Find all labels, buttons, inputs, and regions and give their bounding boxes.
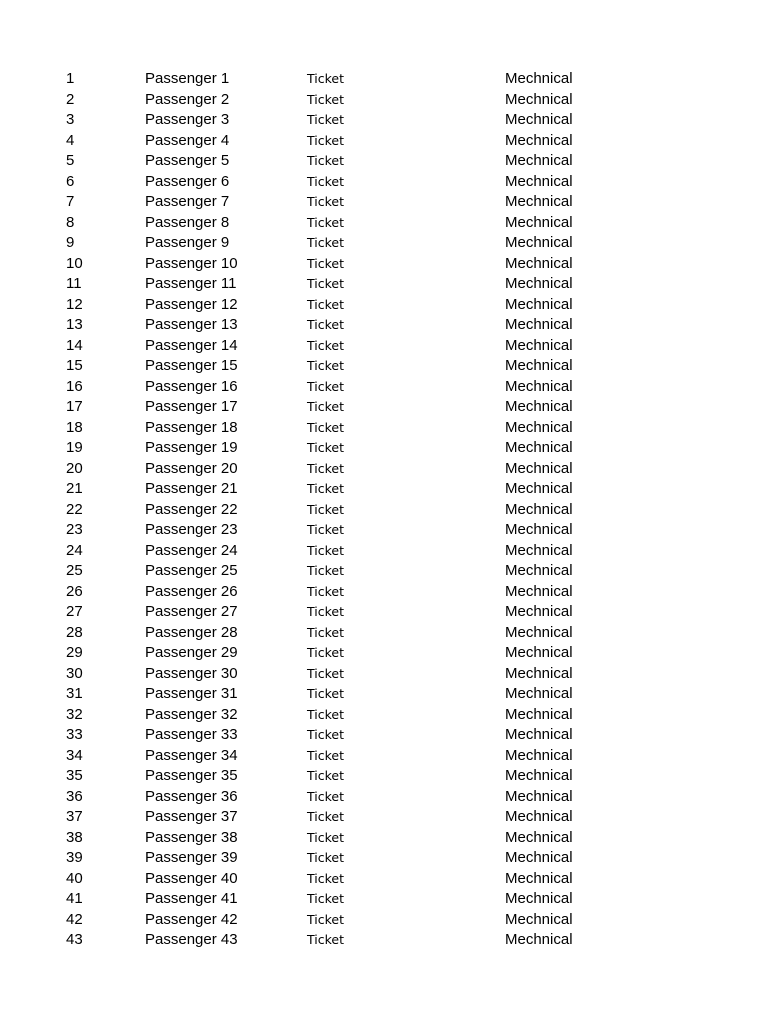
row-number-cell: 24 bbox=[66, 541, 83, 559]
passenger-name-cell: Passenger 38 bbox=[145, 828, 238, 846]
row-number-cell: 25 bbox=[66, 562, 83, 579]
passenger-name-cell: Passenger 2 bbox=[145, 90, 230, 108]
passenger-name-cell: Passenger 11 bbox=[145, 275, 237, 292]
row-number-cell: 41 bbox=[66, 890, 83, 907]
row-number-cell: 17 bbox=[66, 398, 83, 415]
table-row bbox=[0, 664, 768, 685]
passenger-name-cell: Passenger 30 bbox=[145, 664, 238, 682]
row-number-cell: 36 bbox=[66, 787, 83, 805]
category-cell: Mechnical bbox=[505, 172, 573, 190]
category-cell: Mechnical bbox=[505, 275, 573, 292]
category-cell: Mechnical bbox=[505, 869, 573, 887]
table-row bbox=[0, 910, 768, 931]
row-number-cell: 8 bbox=[66, 213, 75, 231]
table-row bbox=[0, 172, 768, 193]
type-cell: Ticket bbox=[307, 891, 344, 906]
type-cell: Ticket bbox=[307, 214, 344, 230]
row-number-cell: 42 bbox=[66, 910, 83, 928]
passenger-name-cell: Passenger 40 bbox=[145, 869, 238, 887]
table-row bbox=[0, 500, 768, 521]
row-number-cell: 19 bbox=[66, 439, 83, 456]
type-cell: Ticket bbox=[307, 358, 344, 373]
passenger-name-cell: Passenger 32 bbox=[145, 705, 238, 723]
passenger-name-cell: Passenger 23 bbox=[145, 521, 238, 538]
table-row bbox=[0, 602, 768, 623]
passenger-name-cell: Passenger 28 bbox=[145, 623, 238, 641]
type-cell: Ticket bbox=[307, 932, 344, 947]
row-number-cell: 27 bbox=[66, 603, 83, 620]
passenger-name-cell: Passenger 25 bbox=[145, 562, 238, 579]
type-cell: Ticket bbox=[307, 747, 344, 763]
category-cell: Mechnical bbox=[505, 357, 573, 374]
table-row bbox=[0, 151, 768, 172]
passenger-name-cell: Passenger 34 bbox=[145, 746, 238, 764]
passenger-name-cell: Passenger 3 bbox=[145, 111, 230, 128]
passenger-name-cell: Passenger 10 bbox=[145, 254, 238, 272]
passenger-name-cell: Passenger 33 bbox=[145, 726, 238, 743]
table-row bbox=[0, 90, 768, 111]
category-cell: Mechnical bbox=[505, 234, 573, 251]
row-number-cell: 13 bbox=[66, 316, 83, 333]
row-number-cell: 7 bbox=[66, 193, 75, 210]
table-row bbox=[0, 131, 768, 152]
row-number-cell: 23 bbox=[66, 521, 83, 538]
table-row bbox=[0, 582, 768, 603]
row-number-cell: 4 bbox=[66, 131, 75, 149]
category-cell: Mechnical bbox=[505, 562, 573, 579]
row-number-cell: 26 bbox=[66, 582, 83, 600]
table-row bbox=[0, 274, 768, 295]
type-cell: Ticket bbox=[307, 71, 344, 86]
row-number-cell: 32 bbox=[66, 705, 83, 723]
table-row bbox=[0, 766, 768, 787]
type-cell: Ticket bbox=[307, 563, 344, 578]
passenger-name-cell: Passenger 19 bbox=[145, 439, 238, 456]
table-row bbox=[0, 377, 768, 398]
table-row bbox=[0, 397, 768, 418]
passenger-name-cell: Passenger 9 bbox=[145, 234, 230, 251]
category-cell: Mechnical bbox=[505, 890, 573, 907]
type-cell: Ticket bbox=[307, 296, 344, 312]
passenger-name-cell: Passenger 39 bbox=[145, 849, 238, 866]
type-cell: Ticket bbox=[307, 706, 344, 722]
category-cell: Mechnical bbox=[505, 377, 573, 395]
table-row bbox=[0, 336, 768, 357]
table-row bbox=[0, 561, 768, 582]
table-row bbox=[0, 418, 768, 439]
row-number-cell: 18 bbox=[66, 418, 83, 436]
type-cell: Ticket bbox=[307, 399, 344, 414]
passenger-name-cell: Passenger 6 bbox=[145, 172, 230, 190]
category-cell: Mechnical bbox=[505, 193, 573, 210]
passenger-name-cell: Passenger 16 bbox=[145, 377, 238, 395]
row-number-cell: 5 bbox=[66, 152, 75, 169]
category-cell: Mechnical bbox=[505, 931, 573, 948]
category-cell: Mechnical bbox=[505, 603, 573, 620]
type-cell: Ticket bbox=[307, 788, 344, 804]
type-cell: Ticket bbox=[307, 665, 344, 681]
row-number-cell: 15 bbox=[66, 357, 83, 374]
passenger-name-cell: Passenger 13 bbox=[145, 316, 238, 333]
row-number-cell: 30 bbox=[66, 664, 83, 682]
type-cell: Ticket bbox=[307, 317, 344, 332]
row-number-cell: 39 bbox=[66, 849, 83, 866]
type-cell: Ticket bbox=[307, 378, 344, 394]
type-cell: Ticket bbox=[307, 645, 344, 660]
table-row bbox=[0, 705, 768, 726]
passenger-name-cell: Passenger 4 bbox=[145, 131, 230, 149]
table-row bbox=[0, 869, 768, 890]
type-cell: Ticket bbox=[307, 255, 344, 271]
row-number-cell: 22 bbox=[66, 500, 83, 518]
row-number-cell: 20 bbox=[66, 459, 83, 477]
row-number-cell: 38 bbox=[66, 828, 83, 846]
table-row bbox=[0, 725, 768, 746]
row-number-cell: 34 bbox=[66, 746, 83, 764]
category-cell: Mechnical bbox=[505, 828, 573, 846]
category-cell: Mechnical bbox=[505, 623, 573, 641]
table-row bbox=[0, 889, 768, 910]
passenger-name-cell: Passenger 15 bbox=[145, 357, 238, 374]
passenger-name-cell: Passenger 31 bbox=[145, 685, 238, 702]
table-row bbox=[0, 315, 768, 336]
row-number-cell: 28 bbox=[66, 623, 83, 641]
type-cell: Ticket bbox=[307, 132, 344, 148]
table-row bbox=[0, 459, 768, 480]
passenger-name-cell: Passenger 21 bbox=[145, 480, 238, 497]
passenger-name-cell: Passenger 24 bbox=[145, 541, 238, 559]
row-number-cell: 11 bbox=[66, 275, 82, 292]
category-cell: Mechnical bbox=[505, 726, 573, 743]
table-row bbox=[0, 623, 768, 644]
type-cell: Ticket bbox=[307, 911, 344, 927]
table-row bbox=[0, 930, 768, 951]
category-cell: Mechnical bbox=[505, 316, 573, 333]
passenger-name-cell: Passenger 36 bbox=[145, 787, 238, 805]
category-cell: Mechnical bbox=[505, 849, 573, 866]
table-row bbox=[0, 807, 768, 828]
passenger-table bbox=[0, 69, 768, 951]
table-row bbox=[0, 192, 768, 213]
category-cell: Mechnical bbox=[505, 808, 573, 825]
passenger-name-cell: Passenger 43 bbox=[145, 931, 238, 948]
type-cell: Ticket bbox=[307, 481, 344, 496]
table-row bbox=[0, 110, 768, 131]
category-cell: Mechnical bbox=[505, 541, 573, 559]
category-cell: Mechnical bbox=[505, 254, 573, 272]
type-cell: Ticket bbox=[307, 809, 344, 824]
passenger-name-cell: Passenger 18 bbox=[145, 418, 238, 436]
category-cell: Mechnical bbox=[505, 398, 573, 415]
table-row bbox=[0, 787, 768, 808]
type-cell: Ticket bbox=[307, 112, 344, 127]
table-row bbox=[0, 684, 768, 705]
table-row bbox=[0, 254, 768, 275]
row-number-cell: 43 bbox=[66, 931, 83, 948]
category-cell: Mechnical bbox=[505, 131, 573, 149]
passenger-name-cell: Passenger 8 bbox=[145, 213, 230, 231]
table-row bbox=[0, 828, 768, 849]
table-row bbox=[0, 746, 768, 767]
category-cell: Mechnical bbox=[505, 418, 573, 436]
row-number-cell: 33 bbox=[66, 726, 83, 743]
row-number-cell: 12 bbox=[66, 295, 83, 313]
category-cell: Mechnical bbox=[505, 500, 573, 518]
type-cell: Ticket bbox=[307, 583, 344, 599]
type-cell: Ticket bbox=[307, 194, 344, 209]
category-cell: Mechnical bbox=[505, 213, 573, 231]
category-cell: Mechnical bbox=[505, 480, 573, 497]
passenger-name-cell: Passenger 12 bbox=[145, 295, 238, 313]
category-cell: Mechnical bbox=[505, 685, 573, 702]
table-row bbox=[0, 520, 768, 541]
row-number-cell: 16 bbox=[66, 377, 83, 395]
category-cell: Mechnical bbox=[505, 459, 573, 477]
passenger-name-cell: Passenger 20 bbox=[145, 459, 238, 477]
row-number-cell: 35 bbox=[66, 767, 83, 784]
table-row bbox=[0, 848, 768, 869]
category-cell: Mechnical bbox=[505, 439, 573, 456]
category-cell: Mechnical bbox=[505, 521, 573, 538]
type-cell: Ticket bbox=[307, 276, 344, 291]
row-number-cell: 29 bbox=[66, 644, 83, 661]
category-cell: Mechnical bbox=[505, 90, 573, 108]
passenger-name-cell: Passenger 29 bbox=[145, 644, 238, 661]
type-cell: Ticket bbox=[307, 460, 344, 476]
table-row bbox=[0, 295, 768, 316]
passenger-name-cell: Passenger 7 bbox=[145, 193, 230, 210]
passenger-name-cell: Passenger 42 bbox=[145, 910, 238, 928]
passenger-name-cell: Passenger 27 bbox=[145, 603, 238, 620]
category-cell: Mechnical bbox=[505, 705, 573, 723]
category-cell: Mechnical bbox=[505, 336, 573, 354]
passenger-name-cell: Passenger 26 bbox=[145, 582, 238, 600]
type-cell: Ticket bbox=[307, 440, 344, 455]
row-number-cell: 40 bbox=[66, 869, 83, 887]
category-cell: Mechnical bbox=[505, 787, 573, 805]
category-cell: Mechnical bbox=[505, 767, 573, 784]
passenger-name-cell: Passenger 35 bbox=[145, 767, 238, 784]
table-row bbox=[0, 356, 768, 377]
type-cell: Ticket bbox=[307, 501, 344, 517]
row-number-cell: 9 bbox=[66, 234, 75, 251]
table-row bbox=[0, 479, 768, 500]
type-cell: Ticket bbox=[307, 727, 344, 742]
passenger-name-cell: Passenger 37 bbox=[145, 808, 238, 825]
type-cell: Ticket bbox=[307, 419, 344, 435]
type-cell: Ticket bbox=[307, 542, 344, 558]
category-cell: Mechnical bbox=[505, 70, 573, 87]
type-cell: Ticket bbox=[307, 850, 344, 865]
category-cell: Mechnical bbox=[505, 582, 573, 600]
category-cell: Mechnical bbox=[505, 152, 573, 169]
type-cell: Ticket bbox=[307, 870, 344, 886]
category-cell: Mechnical bbox=[505, 746, 573, 764]
category-cell: Mechnical bbox=[505, 664, 573, 682]
type-cell: Ticket bbox=[307, 235, 344, 250]
type-cell: Ticket bbox=[307, 829, 344, 845]
row-number-cell: 2 bbox=[66, 90, 75, 108]
row-number-cell: 21 bbox=[66, 480, 83, 497]
row-number-cell: 10 bbox=[66, 254, 83, 272]
category-cell: Mechnical bbox=[505, 111, 573, 128]
type-cell: Ticket bbox=[307, 686, 344, 701]
table-row bbox=[0, 438, 768, 459]
row-number-cell: 6 bbox=[66, 172, 75, 190]
type-cell: Ticket bbox=[307, 604, 344, 619]
passenger-name-cell: Passenger 14 bbox=[145, 336, 238, 354]
table-row bbox=[0, 213, 768, 234]
row-number-cell: 31 bbox=[66, 685, 83, 702]
row-number-cell: 3 bbox=[66, 111, 75, 128]
passenger-name-cell: Passenger 5 bbox=[145, 152, 230, 169]
row-number-cell: 1 bbox=[66, 70, 75, 87]
row-number-cell: 37 bbox=[66, 808, 83, 825]
row-number-cell: 14 bbox=[66, 336, 83, 354]
category-cell: Mechnical bbox=[505, 295, 573, 313]
category-cell: Mechnical bbox=[505, 644, 573, 661]
type-cell: Ticket bbox=[307, 768, 344, 783]
type-cell: Ticket bbox=[307, 624, 344, 640]
table-row bbox=[0, 643, 768, 664]
type-cell: Ticket bbox=[307, 153, 344, 168]
table-row bbox=[0, 541, 768, 562]
passenger-name-cell: Passenger 1 bbox=[145, 70, 230, 87]
passenger-name-cell: Passenger 17 bbox=[145, 398, 238, 415]
table-row bbox=[0, 69, 768, 90]
table-row bbox=[0, 233, 768, 254]
passenger-name-cell: Passenger 41 bbox=[145, 890, 238, 907]
type-cell: Ticket bbox=[307, 173, 344, 189]
category-cell: Mechnical bbox=[505, 910, 573, 928]
type-cell: Ticket bbox=[307, 522, 344, 537]
passenger-name-cell: Passenger 22 bbox=[145, 500, 238, 518]
type-cell: Ticket bbox=[307, 337, 344, 353]
type-cell: Ticket bbox=[307, 91, 344, 107]
